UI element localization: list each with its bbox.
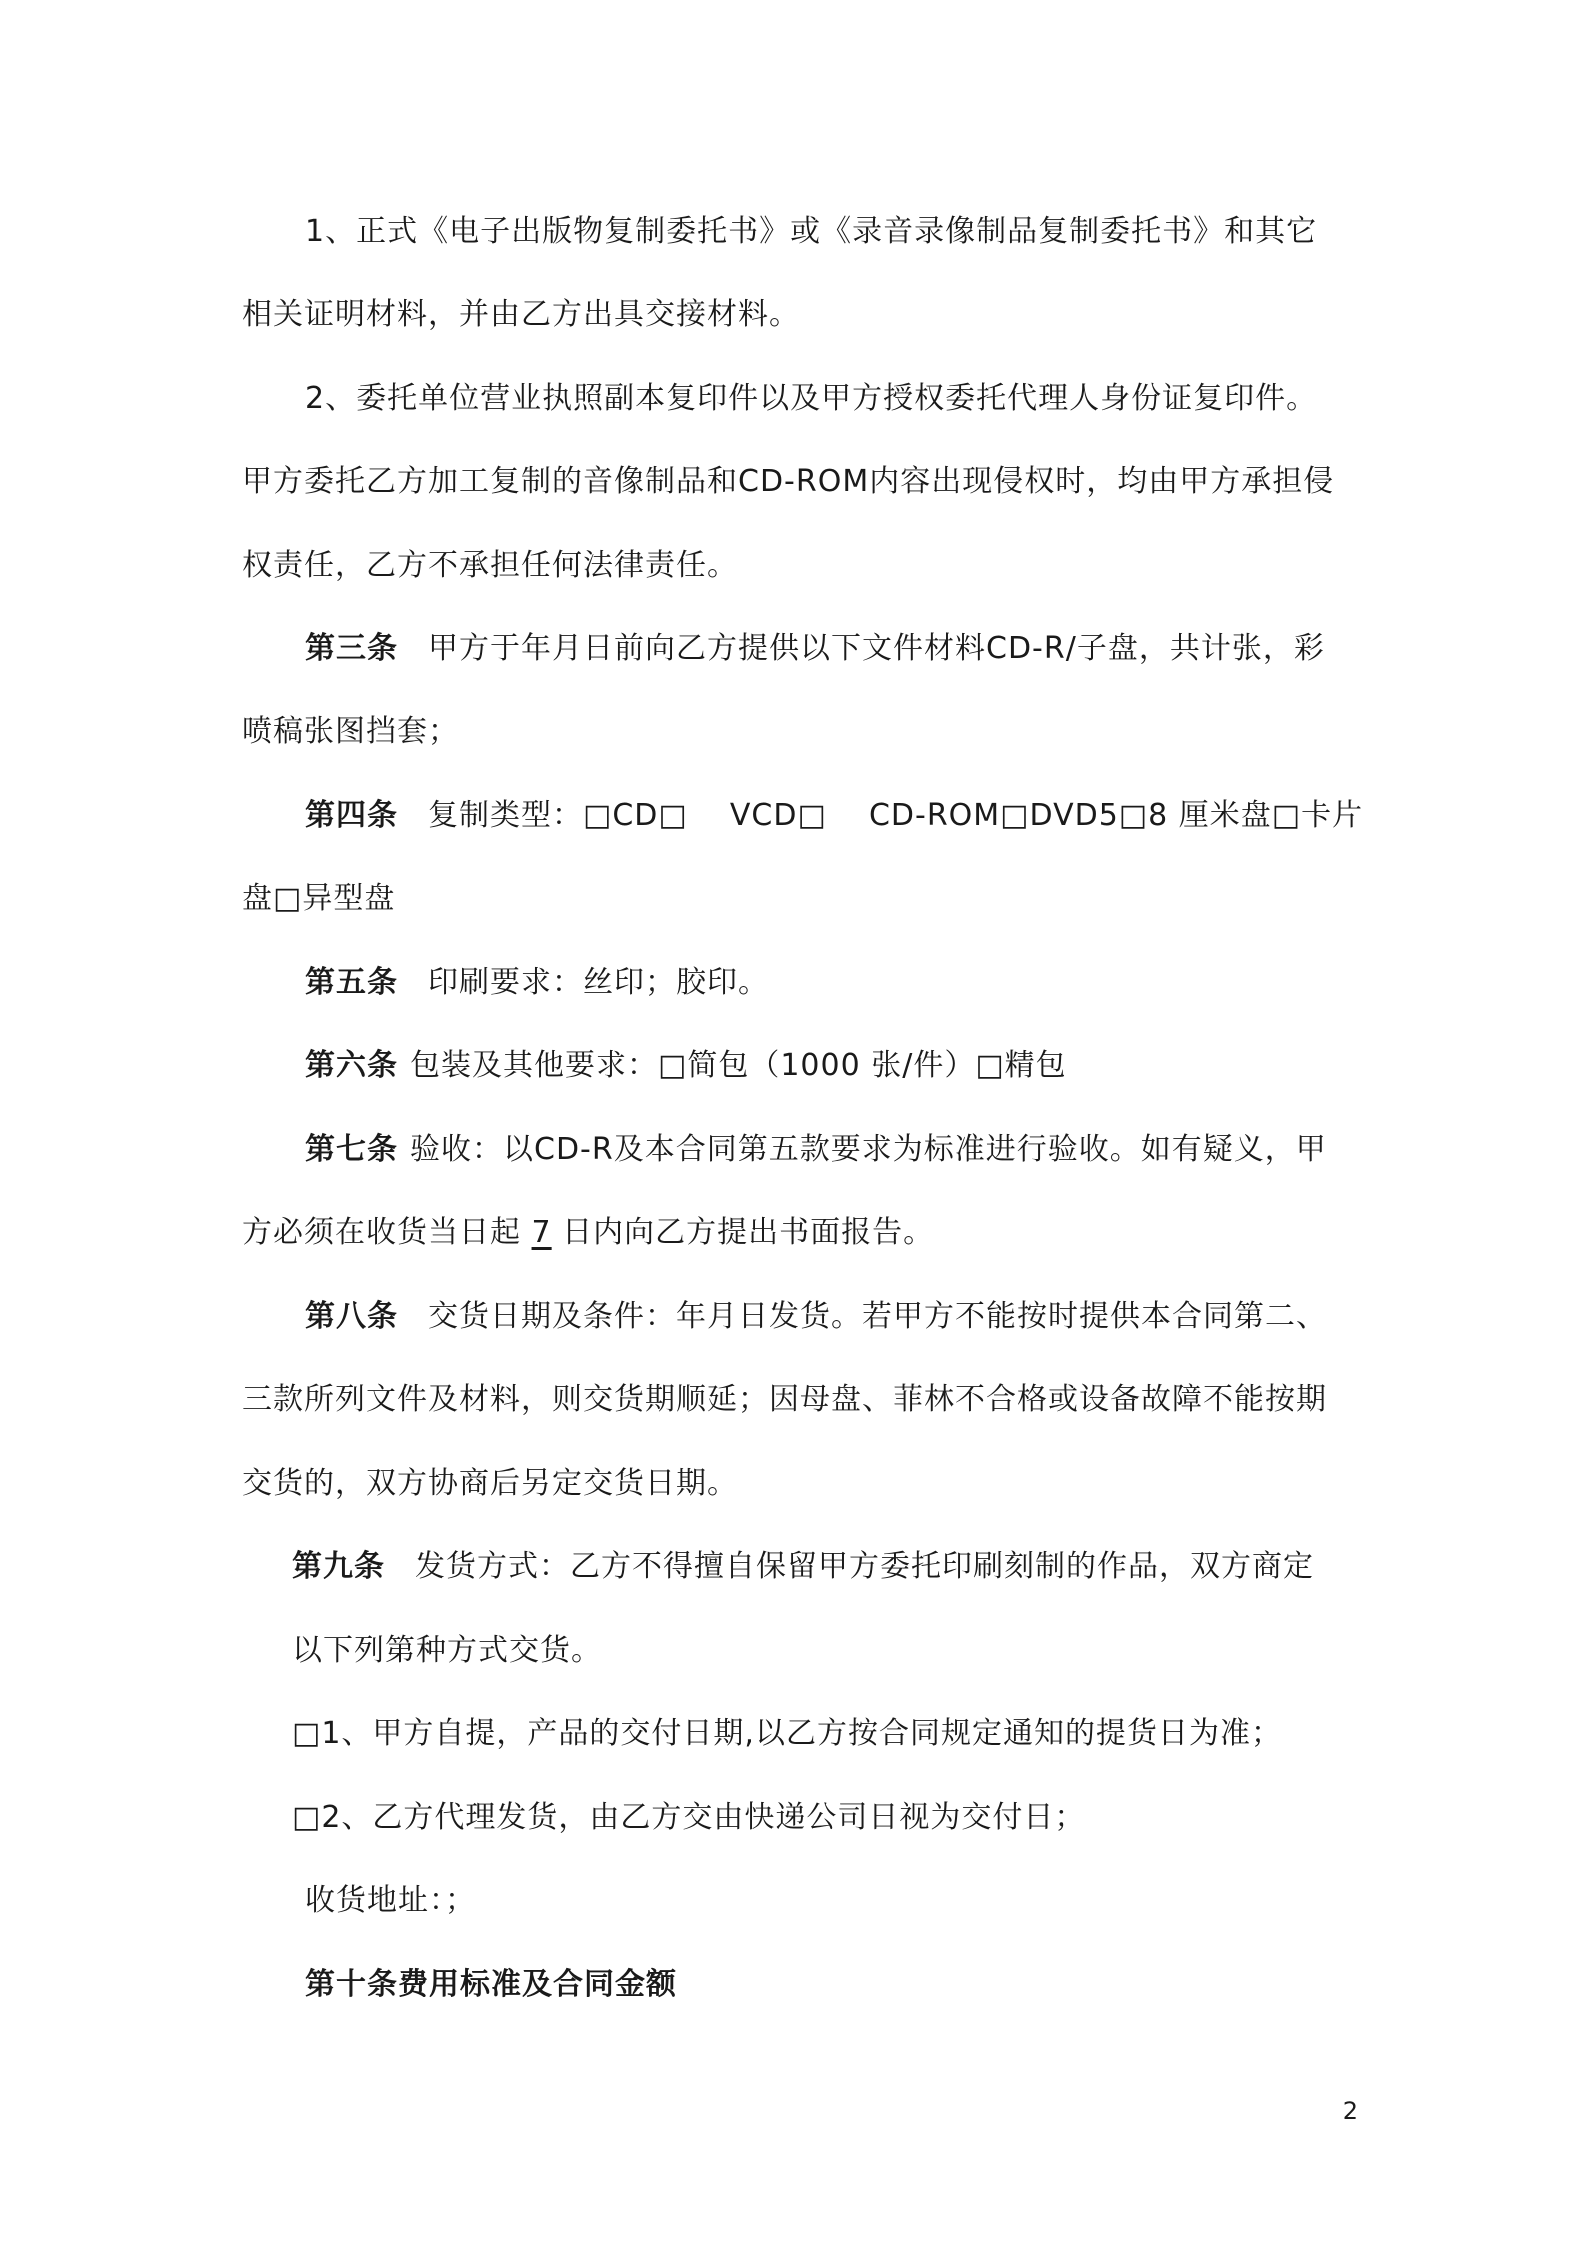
text: 三款所列文件及材料，则交货期顺延；因母盘、菲林不合格或设备故障不能按期 [242,1382,1327,1417]
text: 盘□异型盘 [242,881,396,916]
article-7 [305,1130,1327,1170]
text: 相关证明材料，并由乙方出具交接材料。 [242,297,800,332]
text: 1、正式《电子出版物复制委托书》或《录音录像制品复制委托书》和其它 [305,214,1318,249]
article-heading: 第三条 [305,631,398,666]
text: 以下列第种方式交货。 [292,1633,602,1668]
article-heading: 第八条 [305,1299,398,1334]
text: 2、委托单位营业执照副本复印件以及甲方授权委托代理人身份证复印件。 [305,381,1318,416]
article-6 [305,1046,1067,1086]
article-4 [305,796,1363,836]
paragraph-line [242,1464,738,1504]
paragraph-line [305,379,1317,419]
option-line [292,1798,1085,1838]
text: 交货的，双方协商后另定交货日期。 [242,1466,738,1501]
article-10-heading [305,1965,677,2005]
article-heading: 第五条 [305,965,398,1000]
text: 权责任，乙方不承担任何法律责任。 [242,548,738,583]
paragraph-line [242,295,800,335]
article-9 [292,1547,1314,1587]
text: 方必须在收货当日起 [242,1215,532,1250]
paragraph-line [242,546,738,586]
article-3 [305,629,1325,669]
days-value: 7 [531,1215,552,1250]
paragraph-line [242,879,395,919]
page-number: 2 [1342,2097,1358,2125]
article-heading: 第六条 [305,1048,398,1083]
text: □1、甲方自提，产品的交付日期,以乙方按合同规定通知的提货日为准； [292,1716,1282,1751]
article-5 [305,963,769,1003]
article-heading: 第九条 [292,1549,385,1584]
paragraph-line [292,1631,602,1671]
text: 喷稿张图挡套； [242,714,459,749]
article-heading: 第七条 [305,1132,398,1167]
paragraph-line [242,1213,934,1253]
article-text: 发货方式：乙方不得擅自保留甲方委托印刷刻制的作品，双方商定 [415,1549,1314,1584]
paragraph-line [242,462,1334,502]
paragraph-line [305,1881,476,1921]
article-8 [305,1297,1327,1337]
text: □2、乙方代理发货，由乙方交由快递公司日视为交付日； [292,1800,1086,1835]
option-line [292,1714,1282,1754]
article-text: 印刷要求：丝印；胶印。 [428,965,769,1000]
paragraph-line [242,712,459,752]
paragraph-line [242,1380,1327,1420]
article-text: 包装及其他要求：□简包（1000 张/件）□精包 [410,1048,1067,1083]
text: 日内向乙方提出书面报告。 [551,1215,935,1250]
article-heading: 第四条 [305,798,398,833]
article-text: 复制类型：□CD□ VCD□ CD-ROM□DVD5□8 厘米盘□卡片 [428,798,1364,833]
article-text: 甲方于年月日前向乙方提供以下文件材料CD-R/子盘，共计张，彩 [428,631,1325,666]
text: 甲方委托乙方加工复制的音像制品和CD-ROM内容出现侵权时，均由甲方承担侵 [242,464,1335,499]
text: 收货地址：； [305,1883,476,1918]
article-text: 验收：以CD-R及本合同第五款要求为标准进行验收。如有疑义，甲 [410,1132,1327,1167]
article-text: 交货日期及条件：年月日发货。若甲方不能按时提供本合同第二、 [428,1299,1327,1334]
paragraph-line [305,212,1317,252]
text: 第十条费用标准及合同金额 [305,1967,677,2002]
